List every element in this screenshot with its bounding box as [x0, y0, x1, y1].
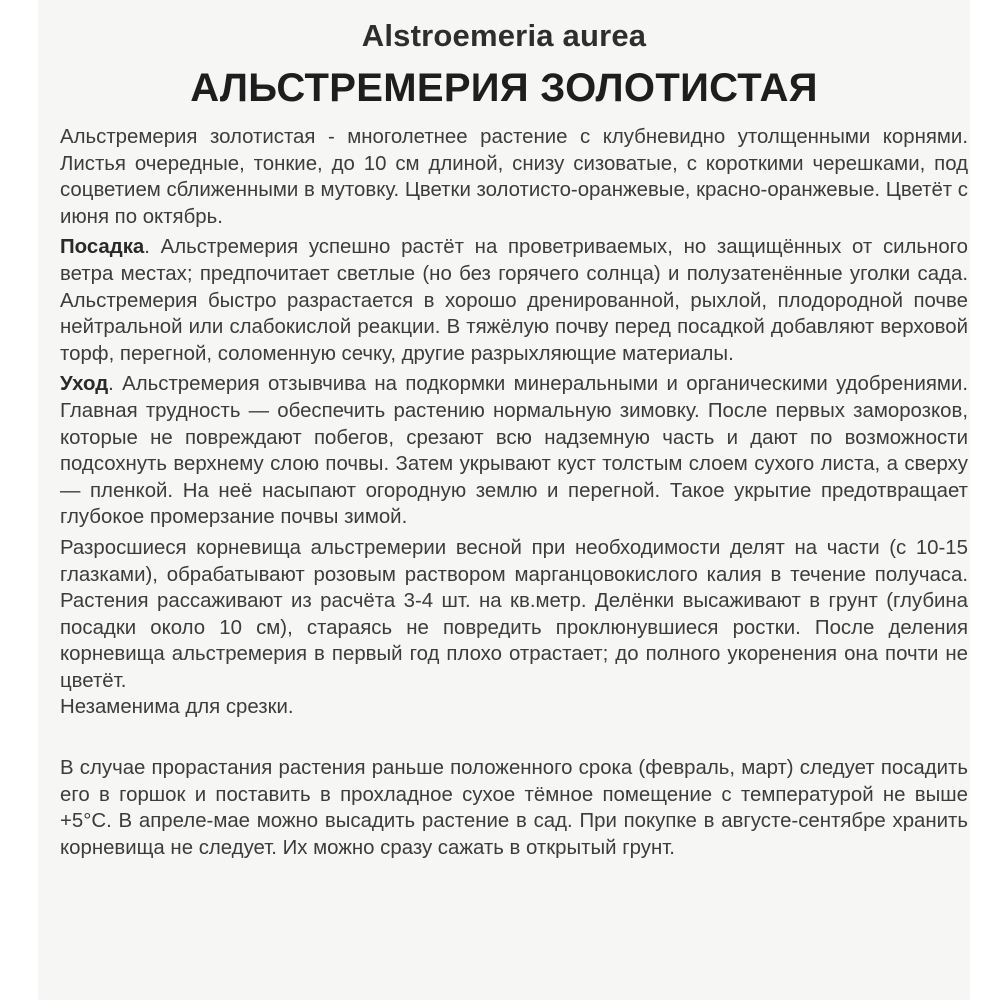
care-text: . Альстремерия отзывчива на подкормки минеральными и органическими удобрениями. Главная трудность — обеспечить растению нормальную зимовку. После первых заморозков, которые не повреждают побегов, срезают всю надземную часть и дают по возможности подсохнуть верхнему слою почвы. Затем укрывают куст толстым слоем сухого листа, а сверху — пленкой. На неё насыпают огородную землю и перегной. Такое укрытие предотвращает глубокое промерзание почвы зимой. — [60, 373, 968, 529]
planting-heading: Посадка — [60, 236, 145, 259]
planting-text: . Альстремерия успешно растёт на проветриваемых, но защищённых от сильного ветра местах; предпочитает светлые (но без горячего солнца) и полузатенённые уголки сада. Альстремерия быстро разрастается в хорошо дренированной, рыхлой, плодородной почве нейтральной или слабокислой реакции. В тяжёлую почву перед посадкой добавляют верховой торф, перегной, соломенную сечку, другие разрыхляющие материалы. — [60, 236, 968, 365]
planting-paragraph — [60, 234, 968, 367]
cut-flowers-note: Незаменима для срезки. — [60, 696, 294, 719]
document-body — [60, 124, 968, 861]
page-title: АЛЬСТРЕМЕРИЯ ЗОЛОТИСТАЯ — [190, 66, 818, 110]
care-heading: Уход — [60, 373, 109, 396]
division-paragraph: Разросшиеся корневища альстремерии весной при необходимости делят на части (с 10-15 глазками), обрабатывают розовым раствором марганцовокислого калия в течение получаса. Растения рассаживают из расчёта 3-4 шт. на кв.метр. Делёнки высаживают в грунт (глубина посадки около 10 см), стараясь не повредить проклюнувшиеся ростки. После деления корневища альстремерия в первый год плохо отрастает; до полного укоренения она почти не цветёт. — [60, 536, 968, 692]
storage-paragraph: В случае прорастания растения раньше положенного срока (февраль, март) следует посадить его в горшок и поставить в прохладное сухое тёмное помещение с температурой не выше +5°С. В апреле-мае можно высадить растение в сад. При покупке в августе-сентябре хранить корневища не следует. Их можно сразу сажать в открытый грунт. — [60, 757, 968, 859]
care-paragraph — [60, 371, 968, 531]
latin-name: Alstroemeria aurea — [361, 18, 647, 53]
description-paragraph: Альстремерия золотистая - многолетнее растение с клубневидно утолщенными корнями. Листья очередные, тонкие, до 10 см длиной, снизу сизоватые, с короткими черешками, под соцветием сближенными в мутовку. Цветки золотисто-оранжевые, красно-оранжевые. Цветёт с июня по октябрь. — [60, 126, 968, 228]
